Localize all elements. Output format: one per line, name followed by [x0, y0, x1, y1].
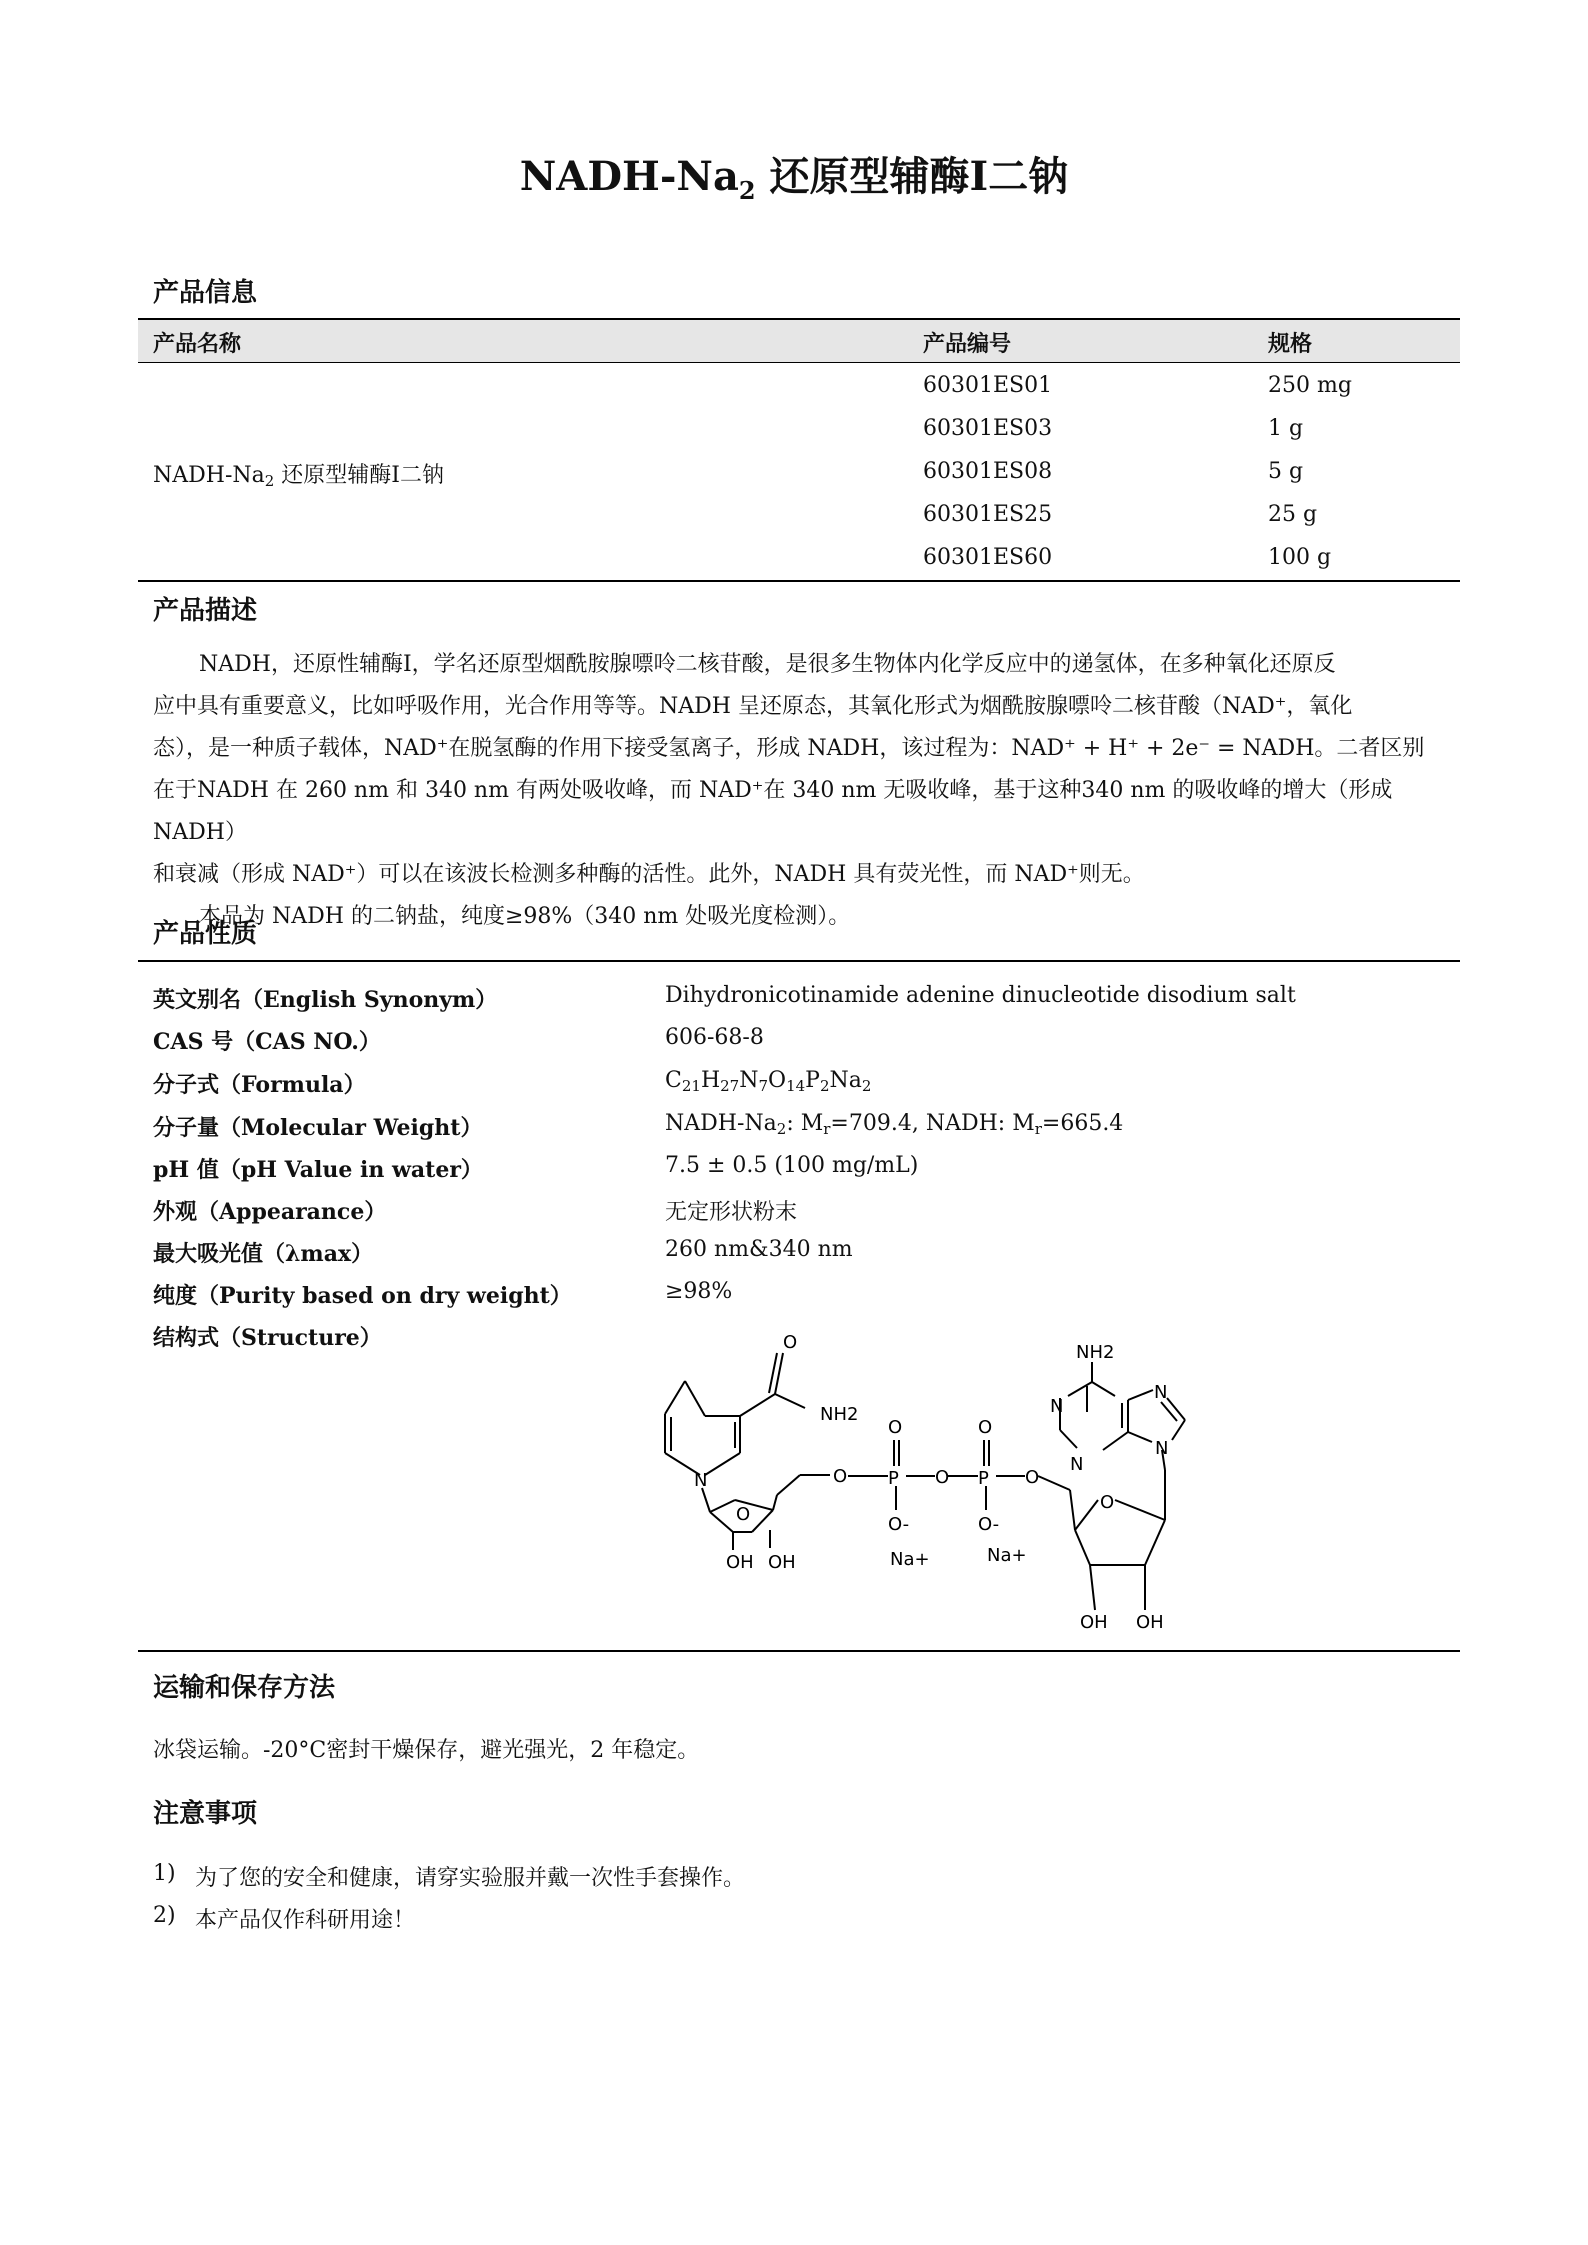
- properties-top-rule: [138, 960, 1460, 962]
- section-heading-properties: 产品性质: [153, 919, 258, 949]
- property-value: 无定形状粉末: [665, 1200, 798, 1225]
- property-key: 结构式（Structure）: [153, 1325, 382, 1351]
- sodium-ion: Na+: [890, 1549, 930, 1570]
- property-key: CAS 号（CAS NO.）: [153, 1029, 381, 1055]
- property-key: 英文别名（English Synonym）: [153, 987, 498, 1013]
- atom-o: O: [978, 1417, 993, 1438]
- atom-n: N: [1155, 1438, 1169, 1459]
- property-value: ≥98%: [665, 1279, 733, 1304]
- page-title: NADH-$Na_2$ 还原型辅酶I二钠: [519, 153, 1069, 205]
- atom-n: N: [1070, 1454, 1084, 1475]
- atom-n: N: [694, 1470, 708, 1491]
- atom-o-minus: O-: [978, 1514, 1000, 1535]
- property-key: 分子式（Formula）: [153, 1072, 366, 1098]
- column-header-spec: 规格: [1268, 331, 1313, 357]
- storage-text: 冰袋运输。-20°C密封干燥保存，避光强光，2 年稳定。: [153, 1738, 700, 1763]
- property-value: 260 nm&340 nm: [665, 1237, 853, 1262]
- table-bottom-rule: [138, 580, 1460, 582]
- atom-o: O: [736, 1504, 751, 1525]
- description-body: [153, 644, 1445, 938]
- product-code: 60301ES08: [923, 459, 1053, 484]
- description-line: NADH，还原性辅酶I，学名还原型烟酰胺腺嘌呤二核苷酸，是很多生物体内化学反应中的递氢体，在多种氧化还原反: [199, 652, 1336, 677]
- atom-o: O: [783, 1332, 798, 1353]
- atom-n: N: [1050, 1396, 1064, 1417]
- product-spec: 250 mg: [1268, 373, 1352, 398]
- atom-o: O: [1100, 1492, 1115, 1513]
- product-name-cell: NADH-$Na_2$ 还原型辅酶I二钠: [153, 463, 444, 490]
- chemical-structure: [640, 1320, 1240, 1640]
- product-code: 60301ES25: [923, 502, 1053, 527]
- property-row: [153, 1237, 1453, 1279]
- product-spec: 5 g: [1268, 459, 1304, 484]
- sodium-ion: Na+: [987, 1545, 1027, 1566]
- product-code: 60301ES03: [923, 416, 1053, 441]
- product-code: 60301ES01: [923, 373, 1053, 398]
- column-header-name: 产品名称: [153, 331, 242, 357]
- ribose-ring-1: [702, 1475, 830, 1550]
- product-code: 60301ES60: [923, 545, 1053, 570]
- ribose-ring-2: [1070, 1470, 1165, 1610]
- atom-p: P: [978, 1468, 989, 1489]
- property-row: [153, 1279, 1453, 1321]
- property-key: 外观（Appearance）: [153, 1199, 387, 1225]
- note-text: 为了您的安全和健康，请穿实验服并戴一次性手套操作。: [195, 1866, 746, 1891]
- section-heading-storage: 运输和保存方法: [153, 1673, 336, 1703]
- atom-oh: OH: [768, 1552, 796, 1573]
- description-line: 本品为 NADH 的二钠盐，纯度≥98%（340 nm 处吸光度检测）。: [199, 904, 851, 929]
- description-line: 在于NADH 在 260 nm 和 340 nm 有两处吸收峰，而 NAD⁺在 340 nm 无吸收峰，基于这种340 nm 的吸收峰的增大（形成NADH）: [153, 778, 1393, 845]
- note-text: 本产品仅作科研用途！: [195, 1908, 416, 1933]
- atom-oh: OH: [1136, 1612, 1164, 1633]
- property-row: [153, 983, 1453, 1025]
- note-number: 2): [153, 1903, 176, 1928]
- property-row: [153, 1068, 1453, 1110]
- property-value: 606-68-8: [665, 1025, 764, 1050]
- product-spec: 25 g: [1268, 502, 1318, 527]
- atom-o: O: [1025, 1467, 1040, 1488]
- property-value: Dihydronicotinamide adenine dinucleotide disodium salt: [665, 983, 1296, 1008]
- property-key: 最大吸光值（λmax）: [153, 1241, 374, 1267]
- nicotinamide-ring: [665, 1353, 805, 1475]
- property-row: [153, 1025, 1453, 1067]
- column-header-code: 产品编号: [923, 331, 1012, 357]
- atom-o: O: [935, 1467, 950, 1488]
- note-number: 1): [153, 1861, 176, 1886]
- description-line: 应中具有重要意义，比如呼吸作用，光合作用等等。NADH 呈还原态，其氧化形式为烟酰胺腺嘌呤二核苷酸（NAD⁺，氧化: [153, 694, 1353, 719]
- property-key: 分子量（Molecular Weight）: [153, 1115, 483, 1141]
- property-key: 纯度（Purity based on dry weight）: [153, 1283, 572, 1309]
- atom-nh2: NH2: [820, 1404, 859, 1425]
- section-heading-notes: 注意事项: [153, 1799, 258, 1829]
- atom-p: P: [888, 1468, 899, 1489]
- atom-oh: OH: [726, 1552, 754, 1573]
- product-spec: 1 g: [1268, 416, 1304, 441]
- properties-bottom-rule: [138, 1650, 1460, 1652]
- property-value: 7.5 ± 0.5 (100 mg/mL): [665, 1153, 919, 1178]
- table-header-rule: [138, 362, 1460, 363]
- description-line: 态），是一种质子载体，NAD⁺在脱氢酶的作用下接受氢离子，形成 NADH，该过程为：NAD⁺ + H⁺ + 2e⁻ = NADH。二者区别: [153, 736, 1425, 761]
- description-line: 和衰减（形成 NAD⁺）可以在该波长检测多种酶的活性。此外，NADH 具有荧光性，而 NAD⁺则无。: [153, 862, 1145, 887]
- property-key: pH 值（pH Value in water）: [153, 1157, 483, 1183]
- atom-n: N: [1154, 1382, 1168, 1403]
- atom-oh: OH: [1080, 1612, 1108, 1633]
- section-heading-description: 产品描述: [153, 596, 258, 626]
- atom-nh2: NH2: [1076, 1342, 1115, 1363]
- atom-o-minus: O-: [888, 1514, 910, 1535]
- atom-o: O: [888, 1417, 903, 1438]
- property-row: [153, 1153, 1453, 1195]
- property-value: $C_{21}H_{27}N_7O_{14}P_2Na_2$: [665, 1068, 872, 1095]
- section-heading-product-info: 产品信息: [153, 278, 258, 308]
- property-row: [153, 1195, 1453, 1237]
- property-value: NADH-$Na_2$: $M_r=709.4$, NADH: $M_r=665.4$: [665, 1111, 1124, 1138]
- atom-o: O: [833, 1466, 848, 1487]
- product-spec: 100 g: [1268, 545, 1332, 570]
- product-table-header: [138, 320, 1460, 362]
- property-row: [153, 1111, 1453, 1153]
